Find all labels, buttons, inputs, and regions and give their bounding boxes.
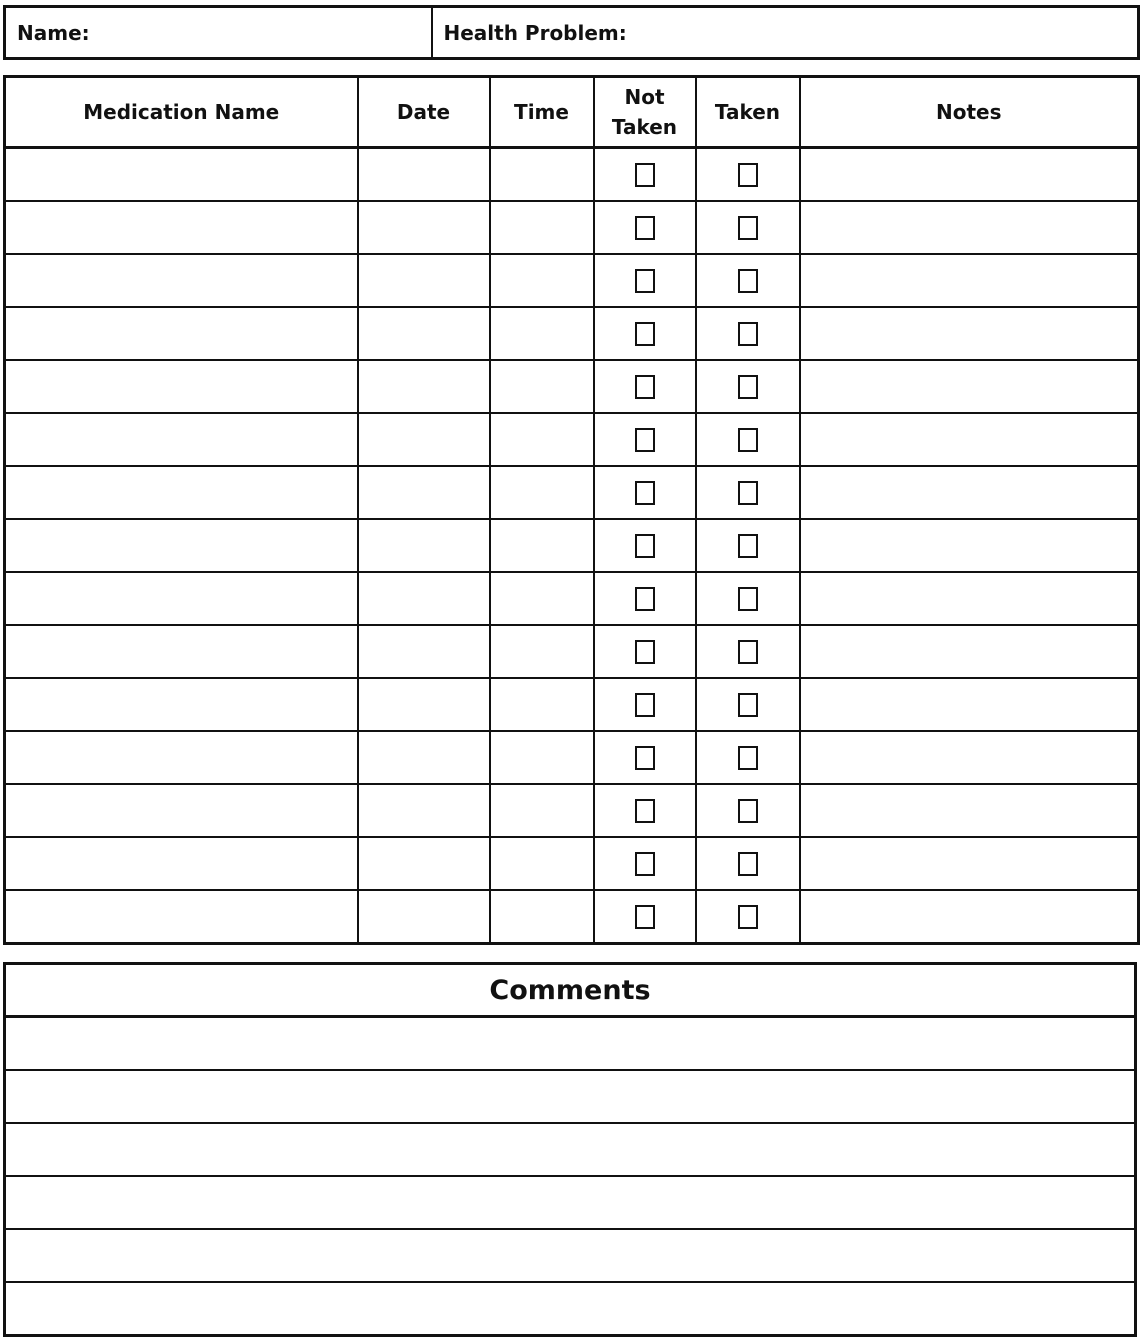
time-cell[interactable]	[490, 784, 594, 837]
taken-cell	[696, 201, 800, 254]
taken-checkbox[interactable]	[738, 640, 758, 664]
not-taken-cell	[594, 837, 696, 890]
not-taken-checkbox[interactable]	[635, 428, 655, 452]
medication-name-cell[interactable]	[5, 837, 358, 890]
comments-table	[3, 962, 1137, 1337]
taken-checkbox[interactable]	[738, 693, 758, 717]
comment-line-row	[5, 1176, 1136, 1229]
medication-row	[5, 148, 1139, 202]
taken-checkbox[interactable]	[738, 216, 758, 240]
name-label: Name:	[17, 20, 90, 45]
time-cell[interactable]	[490, 307, 594, 360]
comment-line[interactable]	[5, 1070, 1136, 1123]
not-taken-cell	[594, 254, 696, 307]
notes-cell[interactable]	[800, 519, 1139, 572]
date-cell[interactable]	[358, 731, 490, 784]
not-taken-checkbox[interactable]	[635, 852, 655, 876]
notes-cell[interactable]	[800, 254, 1139, 307]
comments-title: Comments	[5, 964, 1136, 1017]
notes-cell[interactable]	[800, 731, 1139, 784]
taken-checkbox[interactable]	[738, 746, 758, 770]
comment-line[interactable]	[5, 1176, 1136, 1229]
taken-checkbox[interactable]	[738, 322, 758, 346]
not-taken-cell	[594, 360, 696, 413]
notes-header: Notes	[800, 77, 1139, 148]
time-cell[interactable]	[490, 201, 594, 254]
health-problem-label: Health Problem:	[443, 20, 627, 45]
not-taken-checkbox[interactable]	[635, 746, 655, 770]
time-cell[interactable]	[490, 731, 594, 784]
medication-row	[5, 625, 1139, 678]
not-taken-cell	[594, 890, 696, 944]
date-cell[interactable]	[358, 678, 490, 731]
notes-cell[interactable]	[800, 837, 1139, 890]
medication-name-cell[interactable]	[5, 148, 358, 202]
medication-row	[5, 413, 1139, 466]
taken-checkbox[interactable]	[738, 269, 758, 293]
medication-name-cell[interactable]	[5, 519, 358, 572]
medication-name-cell[interactable]	[5, 678, 358, 731]
patient-info-header	[3, 5, 1140, 60]
comments-header-row	[5, 964, 1136, 1017]
not-taken-cell	[594, 572, 696, 625]
medication-row	[5, 572, 1139, 625]
medication-name-cell[interactable]	[5, 360, 358, 413]
taken-cell	[696, 466, 800, 519]
comment-line-row	[5, 1017, 1136, 1071]
medication-name-cell[interactable]	[5, 890, 358, 944]
taken-checkbox[interactable]	[738, 481, 758, 505]
not-taken-cell	[594, 784, 696, 837]
taken-checkbox[interactable]	[738, 428, 758, 452]
date-cell[interactable]	[358, 254, 490, 307]
taken-cell	[696, 678, 800, 731]
taken-cell	[696, 148, 800, 202]
taken-cell	[696, 307, 800, 360]
name-field[interactable]	[5, 7, 432, 59]
date-cell[interactable]	[358, 572, 490, 625]
time-cell[interactable]	[490, 890, 594, 944]
date-cell[interactable]	[358, 466, 490, 519]
not-taken-cell	[594, 201, 696, 254]
taken-cell	[696, 413, 800, 466]
notes-cell[interactable]	[800, 625, 1139, 678]
comment-line[interactable]	[5, 1123, 1136, 1176]
time-cell[interactable]	[490, 148, 594, 202]
medication-row	[5, 360, 1139, 413]
taken-checkbox[interactable]	[738, 163, 758, 187]
medication-name-cell[interactable]	[5, 784, 358, 837]
time-cell[interactable]	[490, 678, 594, 731]
medication-row	[5, 466, 1139, 519]
not-taken-cell	[594, 519, 696, 572]
not-taken-checkbox[interactable]	[635, 269, 655, 293]
not-taken-cell	[594, 625, 696, 678]
not-taken-cell	[594, 731, 696, 784]
not-taken-checkbox[interactable]	[635, 640, 655, 664]
time-cell[interactable]	[490, 572, 594, 625]
taken-checkbox[interactable]	[738, 905, 758, 929]
date-cell[interactable]	[358, 625, 490, 678]
not-taken-checkbox[interactable]	[635, 481, 655, 505]
date-cell[interactable]	[358, 784, 490, 837]
time-cell[interactable]	[490, 254, 594, 307]
time-cell[interactable]	[490, 519, 594, 572]
medication-name-cell[interactable]	[5, 731, 358, 784]
medication-row	[5, 307, 1139, 360]
date-cell[interactable]	[358, 201, 490, 254]
notes-cell[interactable]	[800, 413, 1139, 466]
medication-row	[5, 201, 1139, 254]
comment-line[interactable]	[5, 1017, 1136, 1071]
not-taken-checkbox[interactable]	[635, 905, 655, 929]
not-taken-header-label: Not Taken	[611, 85, 678, 139]
comment-line[interactable]	[5, 1282, 1136, 1336]
date-cell[interactable]	[358, 307, 490, 360]
taken-cell	[696, 784, 800, 837]
taken-checkbox[interactable]	[738, 852, 758, 876]
not-taken-checkbox[interactable]	[635, 587, 655, 611]
not-taken-cell	[594, 678, 696, 731]
time-header: Time	[490, 77, 594, 148]
taken-checkbox[interactable]	[738, 587, 758, 611]
not-taken-checkbox[interactable]	[635, 693, 655, 717]
health-problem-field[interactable]	[432, 7, 1139, 59]
notes-cell[interactable]	[800, 307, 1139, 360]
medication-row	[5, 837, 1139, 890]
not-taken-checkbox[interactable]	[635, 534, 655, 558]
time-cell[interactable]	[490, 413, 594, 466]
date-cell[interactable]	[358, 519, 490, 572]
not-taken-checkbox[interactable]	[635, 322, 655, 346]
taken-checkbox[interactable]	[738, 799, 758, 823]
medication-row	[5, 254, 1139, 307]
notes-cell[interactable]	[800, 201, 1139, 254]
not-taken-cell	[594, 413, 696, 466]
not-taken-cell	[594, 307, 696, 360]
medication-row	[5, 678, 1139, 731]
medication-rows	[5, 148, 1139, 944]
not-taken-checkbox[interactable]	[635, 375, 655, 399]
comment-line-row	[5, 1123, 1136, 1176]
taken-cell	[696, 360, 800, 413]
taken-cell	[696, 731, 800, 784]
not-taken-cell	[594, 466, 696, 519]
taken-cell	[696, 572, 800, 625]
medication-name-cell[interactable]	[5, 254, 358, 307]
not-taken-cell	[594, 148, 696, 202]
notes-cell[interactable]	[800, 890, 1139, 944]
medication-row	[5, 519, 1139, 572]
taken-header: Taken	[696, 77, 800, 148]
notes-cell[interactable]	[800, 572, 1139, 625]
taken-cell	[696, 625, 800, 678]
comment-line-row	[5, 1229, 1136, 1282]
taken-checkbox[interactable]	[738, 375, 758, 399]
time-cell[interactable]	[490, 837, 594, 890]
time-cell[interactable]	[490, 360, 594, 413]
comments-lines	[5, 1017, 1136, 1336]
notes-cell[interactable]	[800, 466, 1139, 519]
comment-line-row	[5, 1070, 1136, 1123]
not-taken-checkbox[interactable]	[635, 216, 655, 240]
comment-line-row	[5, 1282, 1136, 1336]
medication-log-table	[3, 75, 1140, 945]
not-taken-checkbox[interactable]	[635, 163, 655, 187]
date-cell[interactable]	[358, 148, 490, 202]
medication-name-cell[interactable]	[5, 625, 358, 678]
not-taken-header	[594, 77, 696, 148]
medication-header-row	[5, 77, 1139, 148]
date-cell[interactable]	[358, 890, 490, 944]
notes-cell[interactable]	[800, 678, 1139, 731]
taken-cell	[696, 254, 800, 307]
medication-row	[5, 784, 1139, 837]
medication-name-cell[interactable]	[5, 307, 358, 360]
taken-cell	[696, 890, 800, 944]
not-taken-checkbox[interactable]	[635, 799, 655, 823]
notes-cell[interactable]	[800, 784, 1139, 837]
notes-cell[interactable]	[800, 360, 1139, 413]
date-cell[interactable]	[358, 837, 490, 890]
date-cell[interactable]	[358, 360, 490, 413]
date-cell[interactable]	[358, 413, 490, 466]
taken-checkbox[interactable]	[738, 534, 758, 558]
medication-name-cell[interactable]	[5, 572, 358, 625]
medication-row	[5, 731, 1139, 784]
time-cell[interactable]	[490, 466, 594, 519]
medication-name-header: Medication Name	[5, 77, 358, 148]
taken-cell	[696, 519, 800, 572]
medication-row	[5, 890, 1139, 944]
medication-name-cell[interactable]	[5, 466, 358, 519]
comment-line[interactable]	[5, 1229, 1136, 1282]
taken-cell	[696, 837, 800, 890]
date-header: Date	[358, 77, 490, 148]
time-cell[interactable]	[490, 625, 594, 678]
medication-name-cell[interactable]	[5, 413, 358, 466]
notes-cell[interactable]	[800, 148, 1139, 202]
medication-name-cell[interactable]	[5, 201, 358, 254]
